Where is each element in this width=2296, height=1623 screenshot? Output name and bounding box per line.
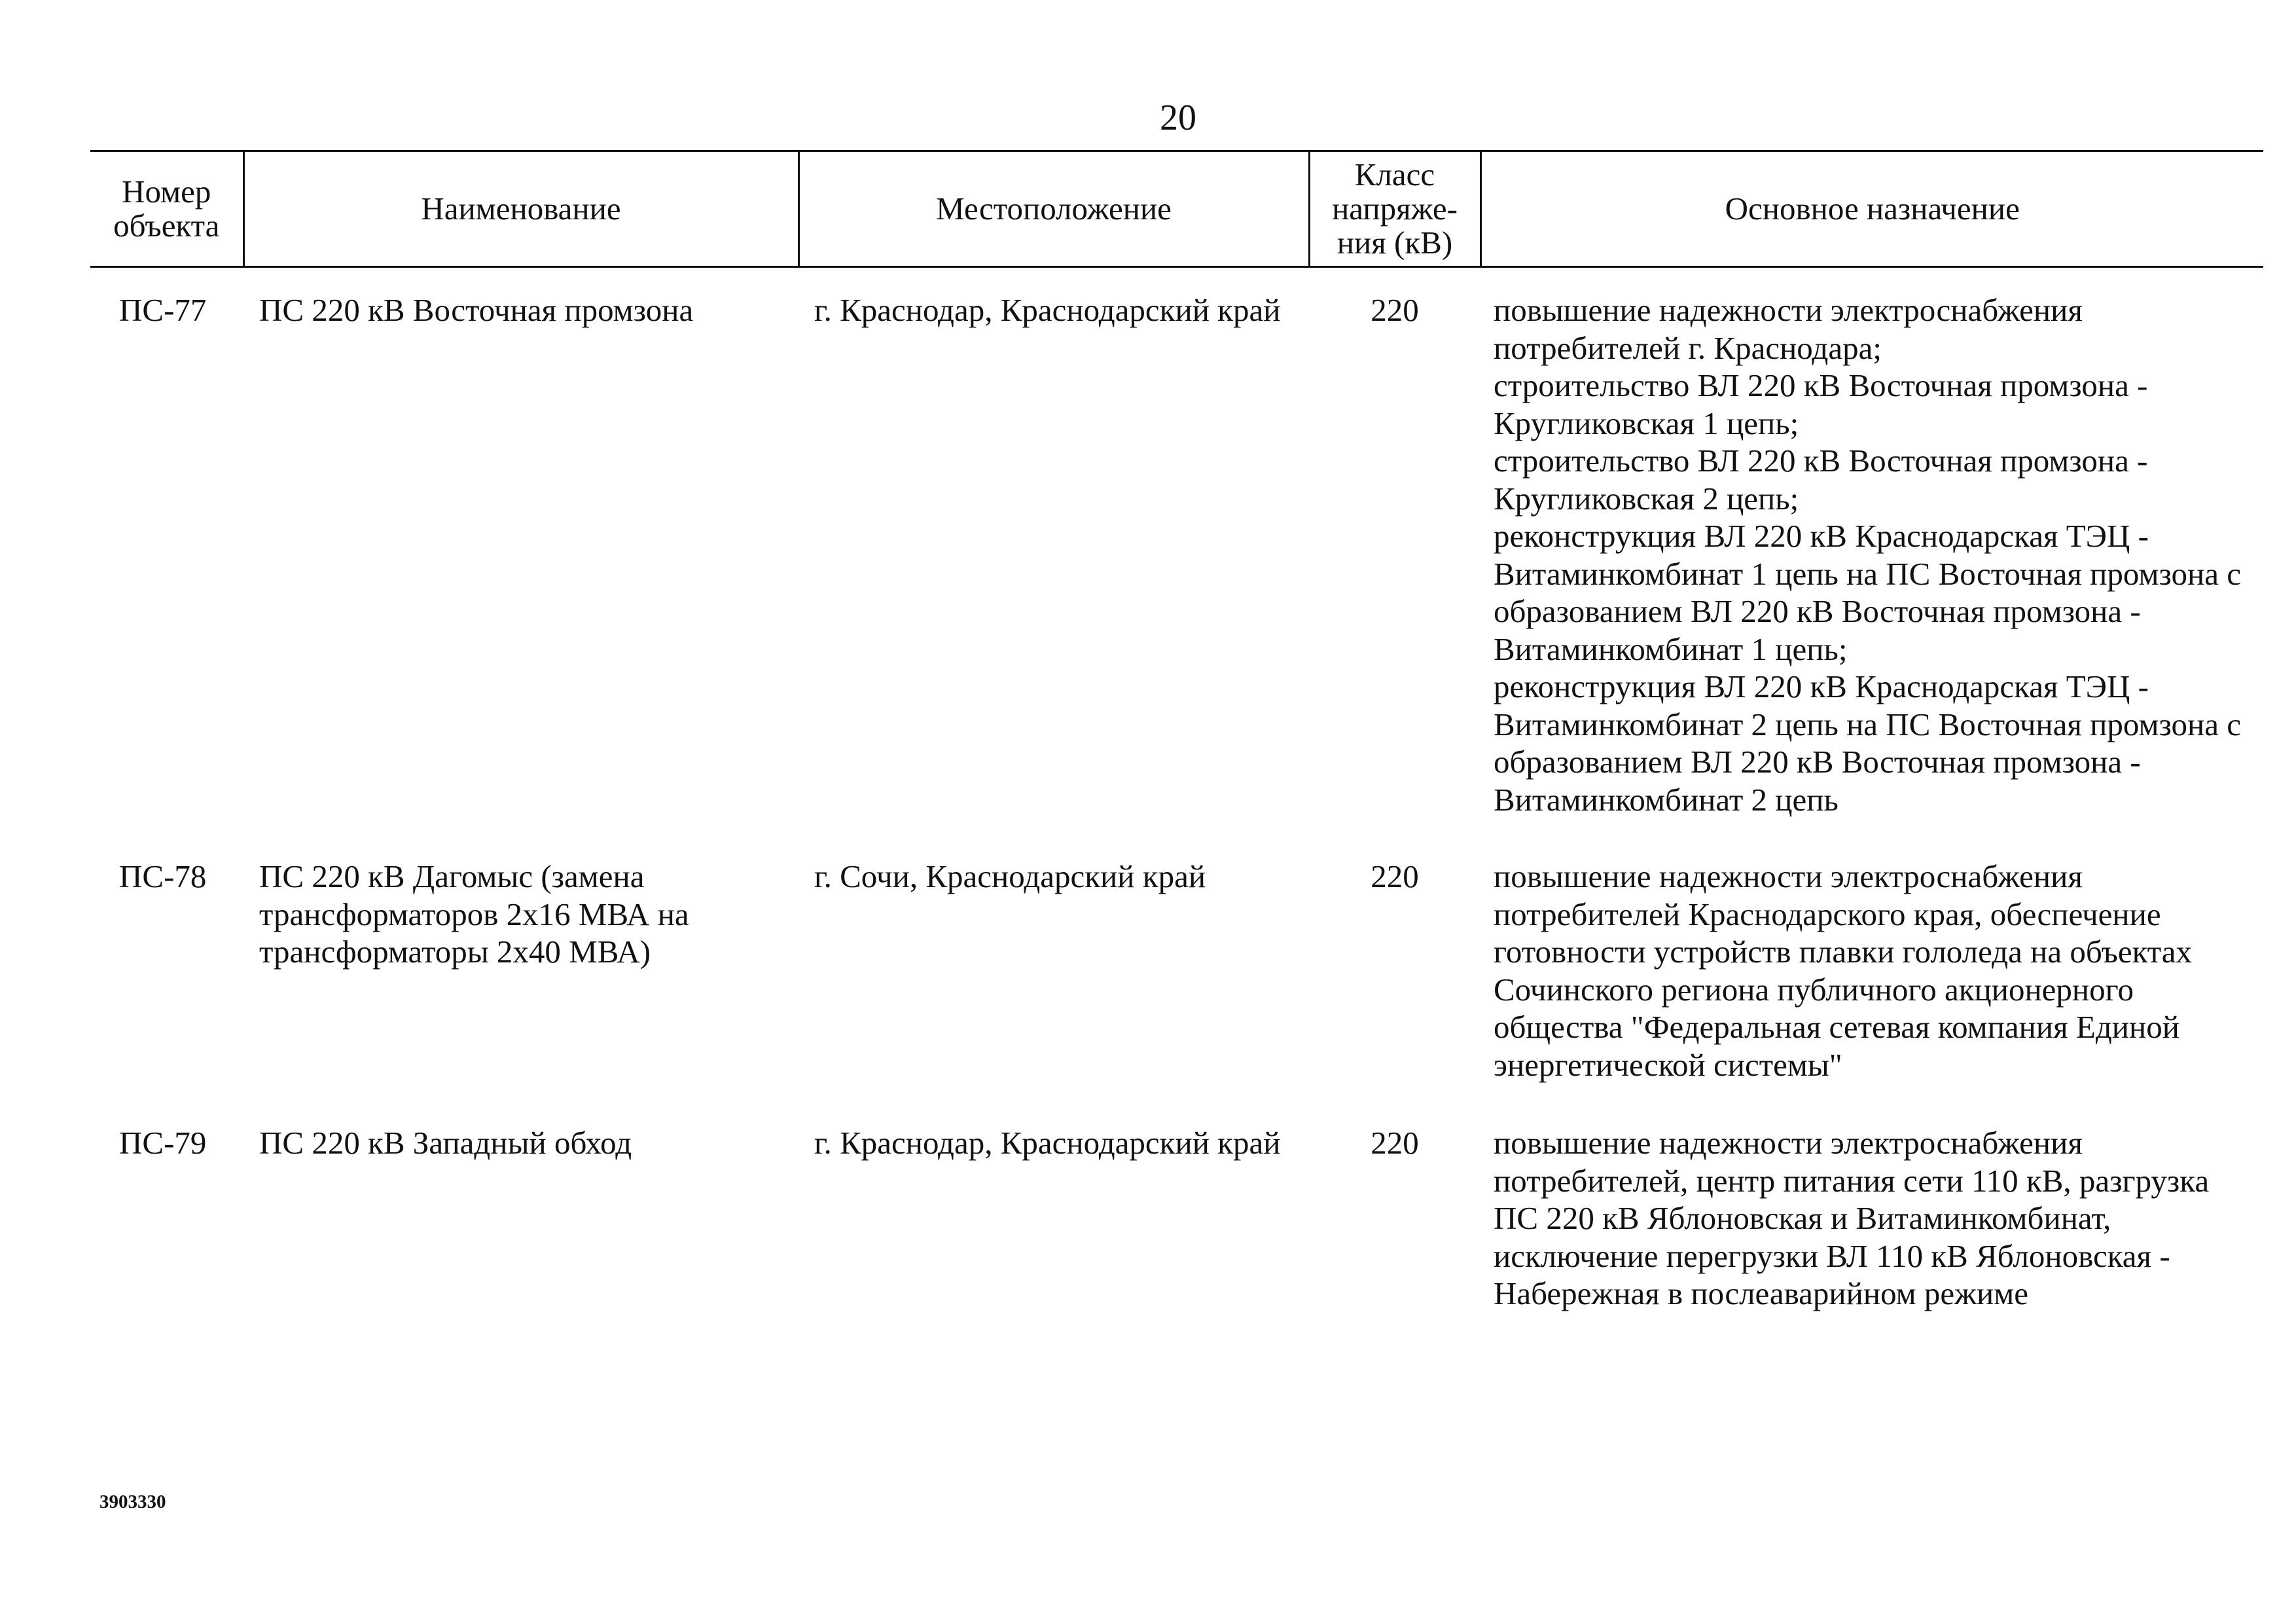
header-voltage-class: Класс напряже-ния (кВ): [1309, 151, 1480, 267]
document-code: 3903330: [99, 1491, 166, 1512]
header-row: [90, 151, 2263, 267]
table-row: [90, 267, 2263, 858]
object-location: г. Краснодар, Краснодарский край: [814, 292, 1281, 328]
object-name: ПС 220 кВ Восточная промзона: [259, 292, 694, 328]
page-number: 20: [1160, 98, 1196, 138]
table-header: [90, 151, 2263, 267]
object-number: ПС-78: [119, 858, 207, 894]
object-purpose: повышение надежности электроснабжения потребителей, центр питания сети 110 кВ, разгрузка ПС 220 кВ Яблоновская и Витаминкомбинат, исключение перегрузки ВЛ 110 кВ Яблоновская - Набережная в послеаварийном режиме: [1494, 1125, 2210, 1311]
header-purpose: Основное назначение: [1480, 151, 2263, 267]
object-location: г. Краснодар, Краснодарский край: [814, 1125, 1281, 1161]
object-name: ПС 220 кВ Дагомыс (замена трансформаторов 2х16 МВА на трансформаторы 2х40 МВА): [259, 858, 689, 970]
object-number: ПС-77: [119, 292, 207, 328]
header-location: Местоположение: [798, 151, 1309, 267]
object-location: г. Сочи, Краснодарский край: [814, 858, 1206, 894]
table-body: [90, 267, 2263, 1313]
table-row: [90, 1124, 2263, 1313]
header-name: Наименование: [243, 151, 798, 267]
object-voltage-class: 220: [1371, 858, 1419, 894]
object-voltage-class: 220: [1371, 1125, 1419, 1161]
object-purpose: повышение надежности электроснабжения потребителей Краснодарского края, обеспечение готовности устройств плавки гололеда на объектах Сочинского региона публичного акционерного общества "Федеральная сетевая компания Единой энергетической системы": [1494, 858, 2193, 1083]
objects-table: [90, 150, 2263, 1313]
object-voltage-class: 220: [1371, 292, 1419, 328]
object-purpose: повышение надежности электроснабжения потребителей г. Краснодара; строительство ВЛ 220 кВ Восточная промзона - Кругликовская 1 цепь; строительство ВЛ 220 кВ Восточная промзона - Кругликовская 2 цепь; реконструкция ВЛ 220 кВ Краснодарская ТЭЦ - Витаминкомбинат 1 цепь на ПС Восточная промзона с образованием ВЛ 220 кВ Восточная промзона - Витаминкомбинат 1 цепь; реконструкция ВЛ 220 кВ Краснодарская ТЭЦ - Витаминкомбинат 2 цепь на ПС Восточная промзона с образованием ВЛ 220 кВ Восточная промзона - Витаминкомбинат 2 цепь: [1494, 292, 2242, 818]
header-number: Номер объекта: [90, 151, 243, 267]
table-row: [90, 858, 2263, 1124]
object-name: ПС 220 кВ Западный обход: [259, 1125, 632, 1161]
object-number: ПС-79: [119, 1125, 207, 1161]
